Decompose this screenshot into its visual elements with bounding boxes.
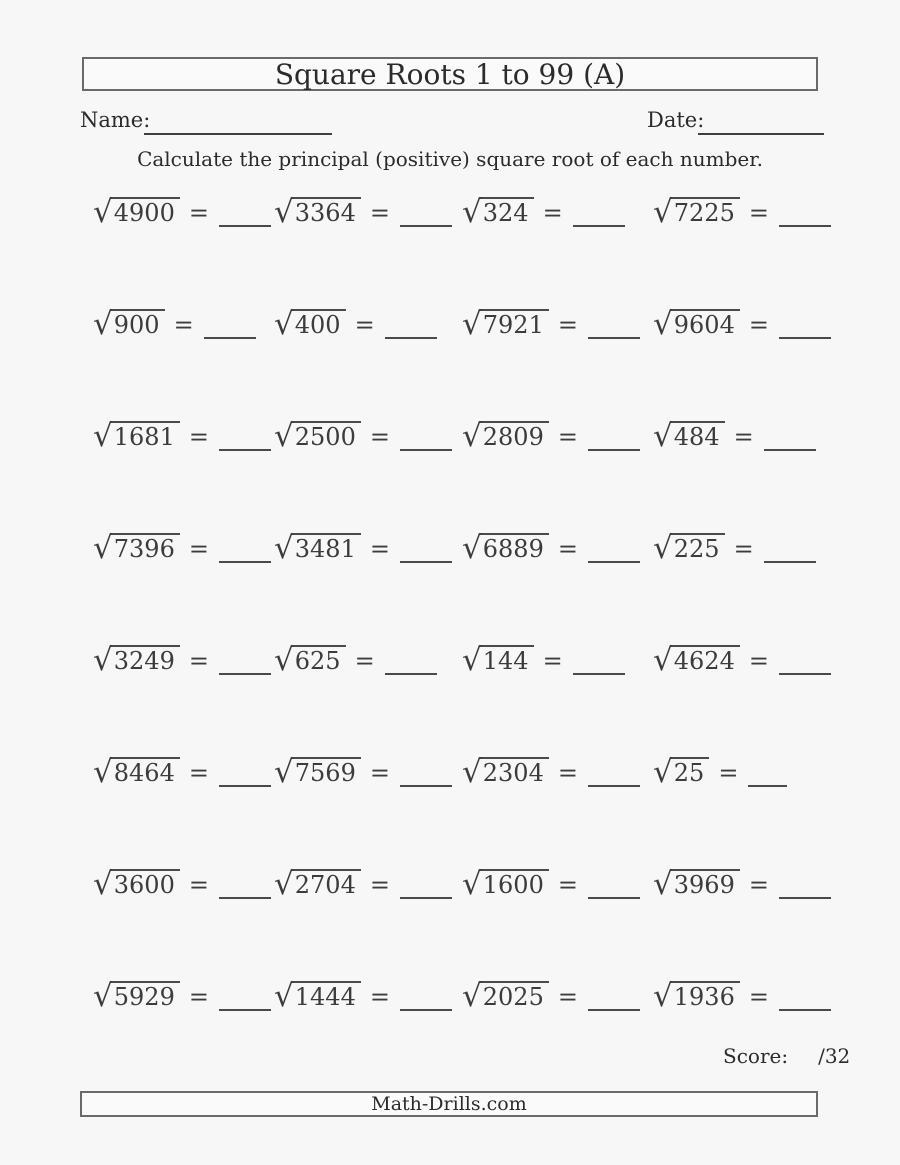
problem-sqrt-144 — [462, 642, 625, 678]
radicand-number: 4624 — [670, 645, 740, 675]
score-line — [723, 1044, 850, 1068]
radicand-number: 7569 — [291, 757, 361, 787]
answer-blank — [779, 673, 831, 675]
sqrt-radical-icon: √ — [274, 642, 294, 678]
answer-blank — [588, 785, 640, 787]
equals-sign: = — [173, 311, 194, 339]
equals-sign: = — [748, 983, 769, 1011]
problem-sqrt-3481 — [274, 530, 452, 566]
radicand-number: 7396 — [110, 533, 180, 563]
equals-sign: = — [557, 871, 578, 899]
radicand-number: 3481 — [291, 533, 361, 563]
instruction-text: Calculate the principal (positive) square root of each number. — [137, 147, 763, 171]
equals-sign: = — [733, 535, 754, 563]
answer-blank — [779, 337, 831, 339]
sqrt-radical-icon: √ — [274, 754, 294, 790]
radicand-number: 8464 — [110, 757, 180, 787]
equals-sign: = — [188, 871, 209, 899]
equals-sign: = — [188, 423, 209, 451]
radicand-number: 400 — [291, 309, 346, 339]
score-value: /32 — [818, 1044, 851, 1068]
sqrt-radical-icon: √ — [93, 866, 113, 902]
problem-sqrt-3600 — [93, 866, 271, 902]
equals-sign: = — [748, 871, 769, 899]
sqrt-radical-icon: √ — [462, 978, 482, 1014]
problem-sqrt-2304 — [462, 754, 640, 790]
sqrt-radical-icon: √ — [653, 866, 673, 902]
answer-blank — [588, 449, 640, 451]
sqrt-radical-icon: √ — [93, 978, 113, 1014]
radicand-number: 1444 — [291, 981, 361, 1011]
equals-sign: = — [542, 199, 563, 227]
answer-blank — [764, 449, 816, 451]
sqrt-radical-icon: √ — [653, 642, 673, 678]
sqrt-radical-icon: √ — [274, 866, 294, 902]
answer-blank — [779, 225, 831, 227]
equals-sign: = — [369, 871, 390, 899]
sqrt-radical-icon: √ — [274, 194, 294, 230]
radicand-number: 1600 — [479, 869, 549, 899]
problem-sqrt-4624 — [653, 642, 831, 678]
title-box — [82, 57, 818, 91]
sqrt-radical-icon: √ — [653, 754, 673, 790]
date-label: Date: — [647, 108, 705, 132]
sqrt-radical-icon: √ — [93, 754, 113, 790]
radicand-number: 484 — [670, 421, 725, 451]
radicand-number: 1936 — [670, 981, 740, 1011]
problem-sqrt-1600 — [462, 866, 640, 902]
answer-blank — [748, 785, 787, 787]
sqrt-radical-icon: √ — [462, 754, 482, 790]
sqrt-radical-icon: √ — [93, 306, 113, 342]
equals-sign: = — [748, 647, 769, 675]
answer-blank — [219, 561, 271, 563]
problem-sqrt-6889 — [462, 530, 640, 566]
equals-sign: = — [557, 759, 578, 787]
name-write-line — [144, 133, 332, 135]
radicand-number: 625 — [291, 645, 346, 675]
equals-sign: = — [354, 311, 375, 339]
equals-sign: = — [557, 311, 578, 339]
problem-sqrt-5929 — [93, 978, 271, 1014]
sqrt-radical-icon: √ — [93, 418, 113, 454]
equals-sign: = — [369, 759, 390, 787]
footer-brand: Math-Drills.com — [371, 1093, 527, 1115]
problem-sqrt-1681 — [93, 418, 271, 454]
problem-sqrt-7921 — [462, 306, 640, 342]
sqrt-radical-icon: √ — [462, 642, 482, 678]
answer-blank — [588, 561, 640, 563]
equals-sign: = — [557, 535, 578, 563]
sqrt-radical-icon: √ — [274, 418, 294, 454]
radicand-number: 2704 — [291, 869, 361, 899]
radicand-number: 25 — [670, 757, 710, 787]
sqrt-radical-icon: √ — [653, 978, 673, 1014]
problem-sqrt-7225 — [653, 194, 831, 230]
sqrt-radical-icon: √ — [462, 306, 482, 342]
sqrt-radical-icon: √ — [653, 194, 673, 230]
radicand-number: 1681 — [110, 421, 180, 451]
answer-blank — [204, 337, 256, 339]
sqrt-radical-icon: √ — [462, 866, 482, 902]
name-label: Name: — [80, 108, 151, 132]
problem-sqrt-3364 — [274, 194, 452, 230]
equals-sign: = — [733, 423, 754, 451]
radicand-number: 324 — [479, 197, 534, 227]
radicand-number: 7921 — [479, 309, 549, 339]
problem-sqrt-3249 — [93, 642, 271, 678]
equals-sign: = — [542, 647, 563, 675]
answer-blank — [219, 897, 271, 899]
answer-blank — [400, 785, 452, 787]
problem-sqrt-324 — [462, 194, 625, 230]
radicand-number: 2025 — [479, 981, 549, 1011]
radicand-number: 3600 — [110, 869, 180, 899]
answer-blank — [219, 1009, 271, 1011]
problem-sqrt-625 — [274, 642, 437, 678]
problem-sqrt-7569 — [274, 754, 452, 790]
radicand-number: 2809 — [479, 421, 549, 451]
answer-blank — [588, 1009, 640, 1011]
answer-blank — [219, 449, 271, 451]
answer-blank — [588, 337, 640, 339]
problem-sqrt-1444 — [274, 978, 452, 1014]
problem-sqrt-2809 — [462, 418, 640, 454]
problem-sqrt-3969 — [653, 866, 831, 902]
problem-sqrt-2704 — [274, 866, 452, 902]
page-title: Square Roots 1 to 99 (A) — [274, 57, 626, 91]
radicand-number: 2304 — [479, 757, 549, 787]
radicand-number: 900 — [110, 309, 165, 339]
problem-sqrt-900 — [93, 306, 256, 342]
sqrt-radical-icon: √ — [653, 306, 673, 342]
problem-sqrt-25 — [653, 754, 787, 790]
equals-sign: = — [557, 423, 578, 451]
radicand-number: 225 — [670, 533, 725, 563]
radicand-number: 144 — [479, 645, 534, 675]
problem-sqrt-2025 — [462, 978, 640, 1014]
equals-sign: = — [188, 759, 209, 787]
sqrt-radical-icon: √ — [274, 978, 294, 1014]
score-label: Score: — [723, 1044, 789, 1068]
equals-sign: = — [354, 647, 375, 675]
sqrt-radical-icon: √ — [462, 194, 482, 230]
problem-sqrt-1936 — [653, 978, 831, 1014]
answer-blank — [400, 449, 452, 451]
answer-blank — [400, 897, 452, 899]
problem-sqrt-484 — [653, 418, 816, 454]
radicand-number: 5929 — [110, 981, 180, 1011]
radicand-number: 9604 — [670, 309, 740, 339]
equals-sign: = — [369, 983, 390, 1011]
radicand-number: 3969 — [670, 869, 740, 899]
sqrt-radical-icon: √ — [274, 306, 294, 342]
equals-sign: = — [369, 535, 390, 563]
equals-sign: = — [188, 199, 209, 227]
answer-blank — [400, 1009, 452, 1011]
answer-blank — [385, 673, 437, 675]
answer-blank — [385, 337, 437, 339]
equals-sign: = — [188, 983, 209, 1011]
problem-sqrt-2500 — [274, 418, 452, 454]
problem-sqrt-225 — [653, 530, 816, 566]
answer-blank — [779, 897, 831, 899]
problem-sqrt-9604 — [653, 306, 831, 342]
answer-blank — [400, 225, 452, 227]
equals-sign: = — [188, 647, 209, 675]
answer-blank — [588, 897, 640, 899]
problem-sqrt-7396 — [93, 530, 271, 566]
equals-sign: = — [369, 199, 390, 227]
sqrt-radical-icon: √ — [462, 530, 482, 566]
answer-blank — [573, 225, 625, 227]
radicand-number: 3364 — [291, 197, 361, 227]
answer-blank — [400, 561, 452, 563]
radicand-number: 2500 — [291, 421, 361, 451]
sqrt-radical-icon: √ — [93, 194, 113, 230]
radicand-number: 3249 — [110, 645, 180, 675]
answer-blank — [779, 1009, 831, 1011]
footer-box — [80, 1091, 818, 1117]
answer-blank — [219, 673, 271, 675]
equals-sign: = — [557, 983, 578, 1011]
answer-blank — [219, 785, 271, 787]
problem-sqrt-4900 — [93, 194, 271, 230]
sqrt-radical-icon: √ — [653, 530, 673, 566]
problem-sqrt-8464 — [93, 754, 271, 790]
sqrt-radical-icon: √ — [653, 418, 673, 454]
equals-sign: = — [718, 759, 739, 787]
equals-sign: = — [748, 199, 769, 227]
sqrt-radical-icon: √ — [274, 530, 294, 566]
answer-blank — [573, 673, 625, 675]
radicand-number: 6889 — [479, 533, 549, 563]
answer-blank — [219, 225, 271, 227]
equals-sign: = — [748, 311, 769, 339]
equals-sign: = — [369, 423, 390, 451]
problem-sqrt-400 — [274, 306, 437, 342]
answer-blank — [764, 561, 816, 563]
radicand-number: 7225 — [670, 197, 740, 227]
date-write-line — [698, 133, 824, 135]
sqrt-radical-icon: √ — [462, 418, 482, 454]
sqrt-radical-icon: √ — [93, 642, 113, 678]
sqrt-radical-icon: √ — [93, 530, 113, 566]
radicand-number: 4900 — [110, 197, 180, 227]
equals-sign: = — [188, 535, 209, 563]
